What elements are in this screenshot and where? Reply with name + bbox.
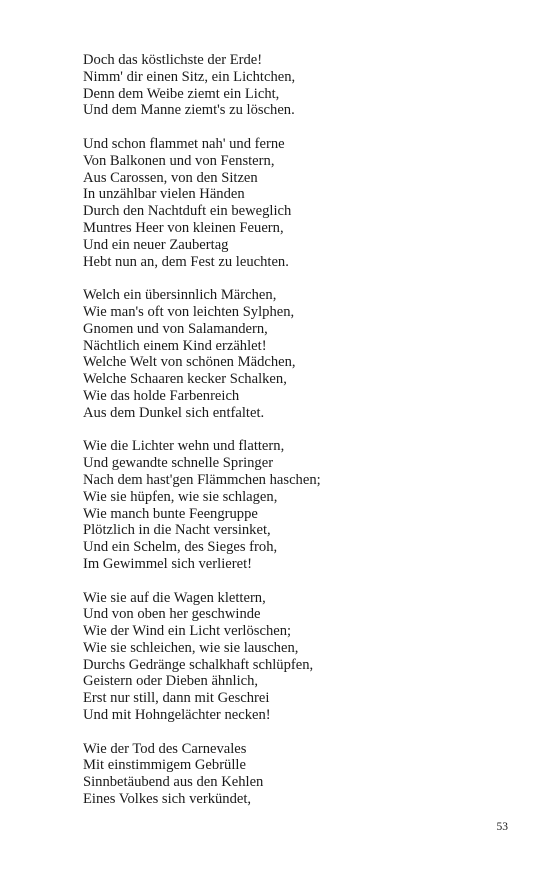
verse-line: Wie der Tod des Carnevales: [83, 740, 247, 757]
stanza-1: [83, 52, 503, 119]
verse-line: Nächtlich einem Kind erzählet!: [83, 337, 267, 354]
verse-line: Nimm' dir einen Sitz, ein Lichtchen,: [83, 68, 296, 85]
verse-line: Wie sie schleichen, wie sie lauschen,: [83, 639, 299, 656]
verse-line: Und dem Manne ziemt's zu löschen.: [83, 102, 295, 119]
verse-line: Welche Welt von schönen Mädchen,: [83, 354, 296, 371]
verse-line: Gnomen und von Salamandern,: [83, 320, 268, 337]
verse-line: Erst nur still, dann mit Geschrei: [83, 690, 270, 707]
verse-line: Eines Volkes sich verkündet,: [83, 791, 252, 808]
verse-line: Und ein neuer Zaubertag: [83, 236, 229, 253]
verse-line: Und mit Hohngelächter necken!: [83, 707, 271, 724]
verse-line: Wie sie auf die Wagen klettern,: [83, 589, 266, 606]
verse-line: Hebt nun an, dem Fest zu leuchten.: [83, 253, 289, 270]
verse-line: Durch den Nachtduft ein beweglich: [83, 203, 292, 220]
verse-line: Wie man's oft von leichten Sylphen,: [83, 303, 295, 320]
verse-line: Nach dem hast'gen Flämmchen haschen;: [83, 471, 321, 488]
verse-line: Doch das köstlichste der Erde!: [83, 52, 263, 68]
verse-line: Sinnbetäubend aus den Kehlen: [83, 774, 264, 791]
verse-line: Und von oben her geschwinde: [83, 606, 261, 623]
verse-line: Wie das holde Farbenreich: [83, 387, 240, 404]
verse-line: Und ein Schelm, des Sieges froh,: [83, 539, 278, 556]
verse-line: Wie die Lichter wehn und flattern,: [83, 438, 285, 455]
verse-line: Mit einstimmigem Gebrülle: [83, 757, 246, 774]
poem-body: [83, 52, 503, 825]
stanza-2: [83, 136, 503, 270]
verse-line: Und gewandte schnelle Springer: [83, 455, 274, 472]
verse-line: Welch ein übersinnlich Märchen,: [83, 287, 277, 304]
verse-line: Wie manch bunte Feengruppe: [83, 505, 258, 522]
verse-line: Aus Carossen, von den Sitzen: [83, 169, 258, 186]
page-number: 53: [496, 821, 508, 833]
verse-line: Durchs Gedränge schalkhaft schlüpfen,: [83, 656, 314, 673]
stanza-4: [83, 438, 503, 572]
stanza-5: [83, 590, 503, 724]
verse-line: Von Balkonen und von Fenstern,: [83, 152, 275, 169]
verse-line: Plötzlich in die Nacht versinket,: [83, 522, 271, 539]
verse-line: In unzählbar vielen Händen: [83, 186, 245, 203]
verse-line: Wie sie hüpfen, wie sie schlagen,: [83, 488, 278, 505]
verse-line: Denn dem Weibe ziemt ein Licht,: [83, 85, 280, 102]
verse-line: Und schon flammet nah' und ferne: [83, 135, 285, 152]
verse-line: Muntres Heer von kleinen Feuern,: [83, 219, 284, 236]
verse-line: Im Gewimmel sich verlieret!: [83, 555, 252, 572]
stanza-6: [83, 741, 503, 808]
stanza-3: [83, 287, 503, 421]
verse-line: Aus dem Dunkel sich entfaltet.: [83, 404, 265, 421]
verse-line: Welche Schaaren kecker Schalken,: [83, 371, 287, 388]
verse-line: Geistern oder Dieben ähnlich,: [83, 673, 259, 690]
verse-line: Wie der Wind ein Licht verlöschen;: [83, 623, 292, 640]
